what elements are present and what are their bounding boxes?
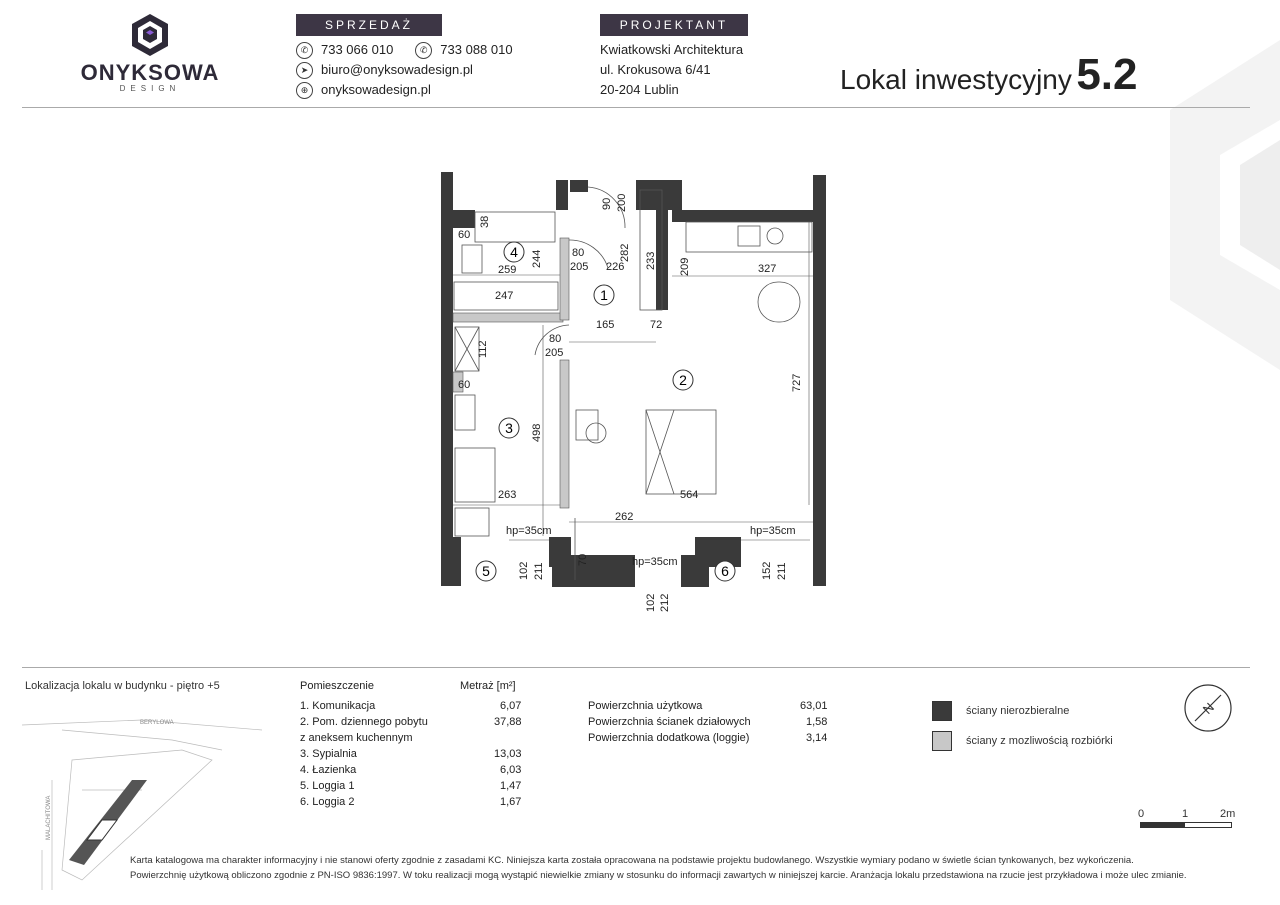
svg-text:727: 727 <box>791 373 803 392</box>
svg-text:200: 200 <box>616 193 628 212</box>
svg-text:102: 102 <box>518 561 530 580</box>
room-number-3: 3 <box>505 420 513 436</box>
svg-text:205: 205 <box>545 347 564 359</box>
svg-text:263: 263 <box>498 489 517 501</box>
svg-text:211: 211 <box>533 562 545 580</box>
room-row-4-name: 4. Łazienka <box>300 764 357 776</box>
summary-value-3: 3,14 <box>806 732 828 744</box>
north-arrow-icon <box>1183 683 1233 733</box>
room-number-1: 1 <box>600 287 608 303</box>
room-row-2-area: 37,88 <box>494 716 522 728</box>
phone-icon: ✆ <box>415 42 432 59</box>
svg-text:209: 209 <box>679 257 691 276</box>
rooms-table-header-area: Metraż [m²] <box>460 680 516 692</box>
svg-text:205: 205 <box>570 261 589 273</box>
svg-text:259: 259 <box>498 264 517 276</box>
svg-text:80: 80 <box>549 333 562 345</box>
designer-name: Kwiatkowski Architektura <box>600 42 744 57</box>
room-number-4: 4 <box>510 244 518 260</box>
phone-2[interactable]: 733 088 010 <box>440 42 513 57</box>
svg-text:282: 282 <box>619 243 631 262</box>
legend-label-2: ściany z mozliwością rozbiórki <box>966 735 1113 747</box>
svg-text:80: 80 <box>572 247 585 259</box>
svg-text:60: 60 <box>458 229 471 241</box>
svg-text:N: N <box>1199 699 1217 717</box>
svg-text:247: 247 <box>495 290 514 302</box>
room-number-5: 5 <box>482 563 490 579</box>
room-row-2-name: 2. Pom. dziennego pobytu <box>300 716 428 728</box>
scale-tick-0: 0 <box>1138 808 1145 820</box>
header-divider <box>22 107 1250 108</box>
room-row-3-name: 3. Sypialnia <box>300 748 357 760</box>
background-logo-watermark <box>1130 40 1280 370</box>
email-link[interactable]: biuro@onyksowadesign.pl <box>321 62 473 77</box>
location-title: Lokalizacja lokalu w budynku - piętro +5 <box>25 680 220 692</box>
room-row-1-name: 1. Komunikacja <box>300 700 376 712</box>
room-row-1-area: 6,07 <box>500 700 522 712</box>
designer-title: PROJEKTANT <box>600 14 748 36</box>
footer-line-2: Powierzchnię użytkową obliczono zgodnie z PN-ISO 9836:1997. W toku realizacji mogą wystąpić niewielkie zmiany w stosunku do informacji zawartych w niniejszej karcie. Aranżacja lokalu przedstawiona na rzucie jest przykładowa i może ulec zmianie. <box>130 870 1187 881</box>
summary-value-1: 63,01 <box>800 700 828 712</box>
svg-text:564: 564 <box>680 489 699 501</box>
room-row-5-area: 1,47 <box>500 780 522 792</box>
svg-text:244: 244 <box>531 249 543 268</box>
footer-line-1: Karta katalogowa ma charakter informacyjny i nie stanowi oferty zgodnie z zasadami KC. Niniejsza karta została opracowana na podstawie projektu budowlanego. Wszystkie wymiary podano w świetle ścian tynkowanych, bez wykończenia. <box>130 855 1134 866</box>
designer-info <box>600 40 743 100</box>
rooms-table-header-room: Pomieszczenie <box>300 680 374 692</box>
unit-label: Lokal inwestycyjny <box>840 64 1072 95</box>
legend-item-1 <box>932 701 1113 721</box>
bottom-divider <box>22 667 1250 668</box>
svg-text:498: 498 <box>531 423 543 442</box>
svg-text:262: 262 <box>615 511 634 523</box>
logo-subtitle: DESIGN <box>119 84 181 93</box>
logo-name: ONYKSOWA <box>80 60 220 85</box>
summary-value-2: 1,58 <box>806 716 828 728</box>
svg-text:72: 72 <box>650 319 663 331</box>
street-label-2: MALACHITOWA <box>46 795 52 840</box>
unit-number: 5.2 <box>1076 50 1138 99</box>
scale-bar <box>1138 808 1248 828</box>
send-icon: ➤ <box>296 62 313 79</box>
summary-label-1: Powierzchnia użytkowa <box>588 700 703 712</box>
svg-text:327: 327 <box>758 263 777 275</box>
designer-street: ul. Krokusowa 6/41 <box>600 62 711 77</box>
svg-text:212: 212 <box>659 593 671 612</box>
legend <box>932 701 1113 751</box>
svg-text:165: 165 <box>596 319 615 331</box>
svg-text:226: 226 <box>606 261 625 273</box>
hexagon-logo-icon <box>129 12 171 58</box>
website-link[interactable]: onyksowadesign.pl <box>321 82 431 97</box>
summary-label-2: Powierzchnia ścianek działowych <box>588 716 751 728</box>
room-row-6-area: 1,67 <box>500 796 522 808</box>
unit-title <box>840 50 1138 100</box>
globe-icon: ⊕ <box>296 82 313 99</box>
scale-tick-2: 2m <box>1220 808 1236 820</box>
street-label-1: BERYLOWA <box>140 720 174 726</box>
svg-text:152: 152 <box>761 561 773 580</box>
floor-plan <box>420 160 860 620</box>
room-row-4-area: 6,03 <box>500 764 522 776</box>
sales-contacts <box>296 40 556 100</box>
phone-1[interactable]: 733 066 010 <box>321 42 394 57</box>
legend-label-1: ściany nierozbieralne <box>966 705 1070 717</box>
svg-text:90: 90 <box>601 197 613 210</box>
svg-text:233: 233 <box>645 251 657 270</box>
legend-swatch-dark <box>932 701 952 721</box>
svg-text:70: 70 <box>577 553 589 566</box>
svg-text:38: 38 <box>479 215 491 228</box>
room-row-2b-name: z aneksem kuchennym <box>300 732 413 744</box>
company-logo[interactable] <box>80 12 220 93</box>
hp-label-2: hp=35cm <box>632 556 678 568</box>
room-row-6-name: 6. Loggia 2 <box>300 796 355 808</box>
svg-text:112: 112 <box>477 340 489 358</box>
room-number-2: 2 <box>679 372 687 388</box>
sales-title: SPRZEDAŻ <box>296 14 442 36</box>
svg-text:102: 102 <box>645 593 657 612</box>
svg-text:211: 211 <box>776 562 788 580</box>
phone-icon: ✆ <box>296 42 313 59</box>
room-row-3-area: 13,03 <box>494 748 522 760</box>
svg-text:60: 60 <box>458 379 471 391</box>
room-row-5-name: 5. Loggia 1 <box>300 780 355 792</box>
legend-item-2 <box>932 731 1113 751</box>
scale-tick-1: 1 <box>1182 808 1189 820</box>
partition-walls <box>453 238 569 508</box>
hp-label-3: hp=35cm <box>750 525 796 537</box>
designer-city: 20-204 Lublin <box>600 82 679 97</box>
summary-label-3: Powierzchnia dodatkowa (loggie) <box>588 732 750 744</box>
legend-swatch-light <box>932 731 952 751</box>
room-number-6: 6 <box>721 563 729 579</box>
hp-label-1: hp=35cm <box>506 525 552 537</box>
